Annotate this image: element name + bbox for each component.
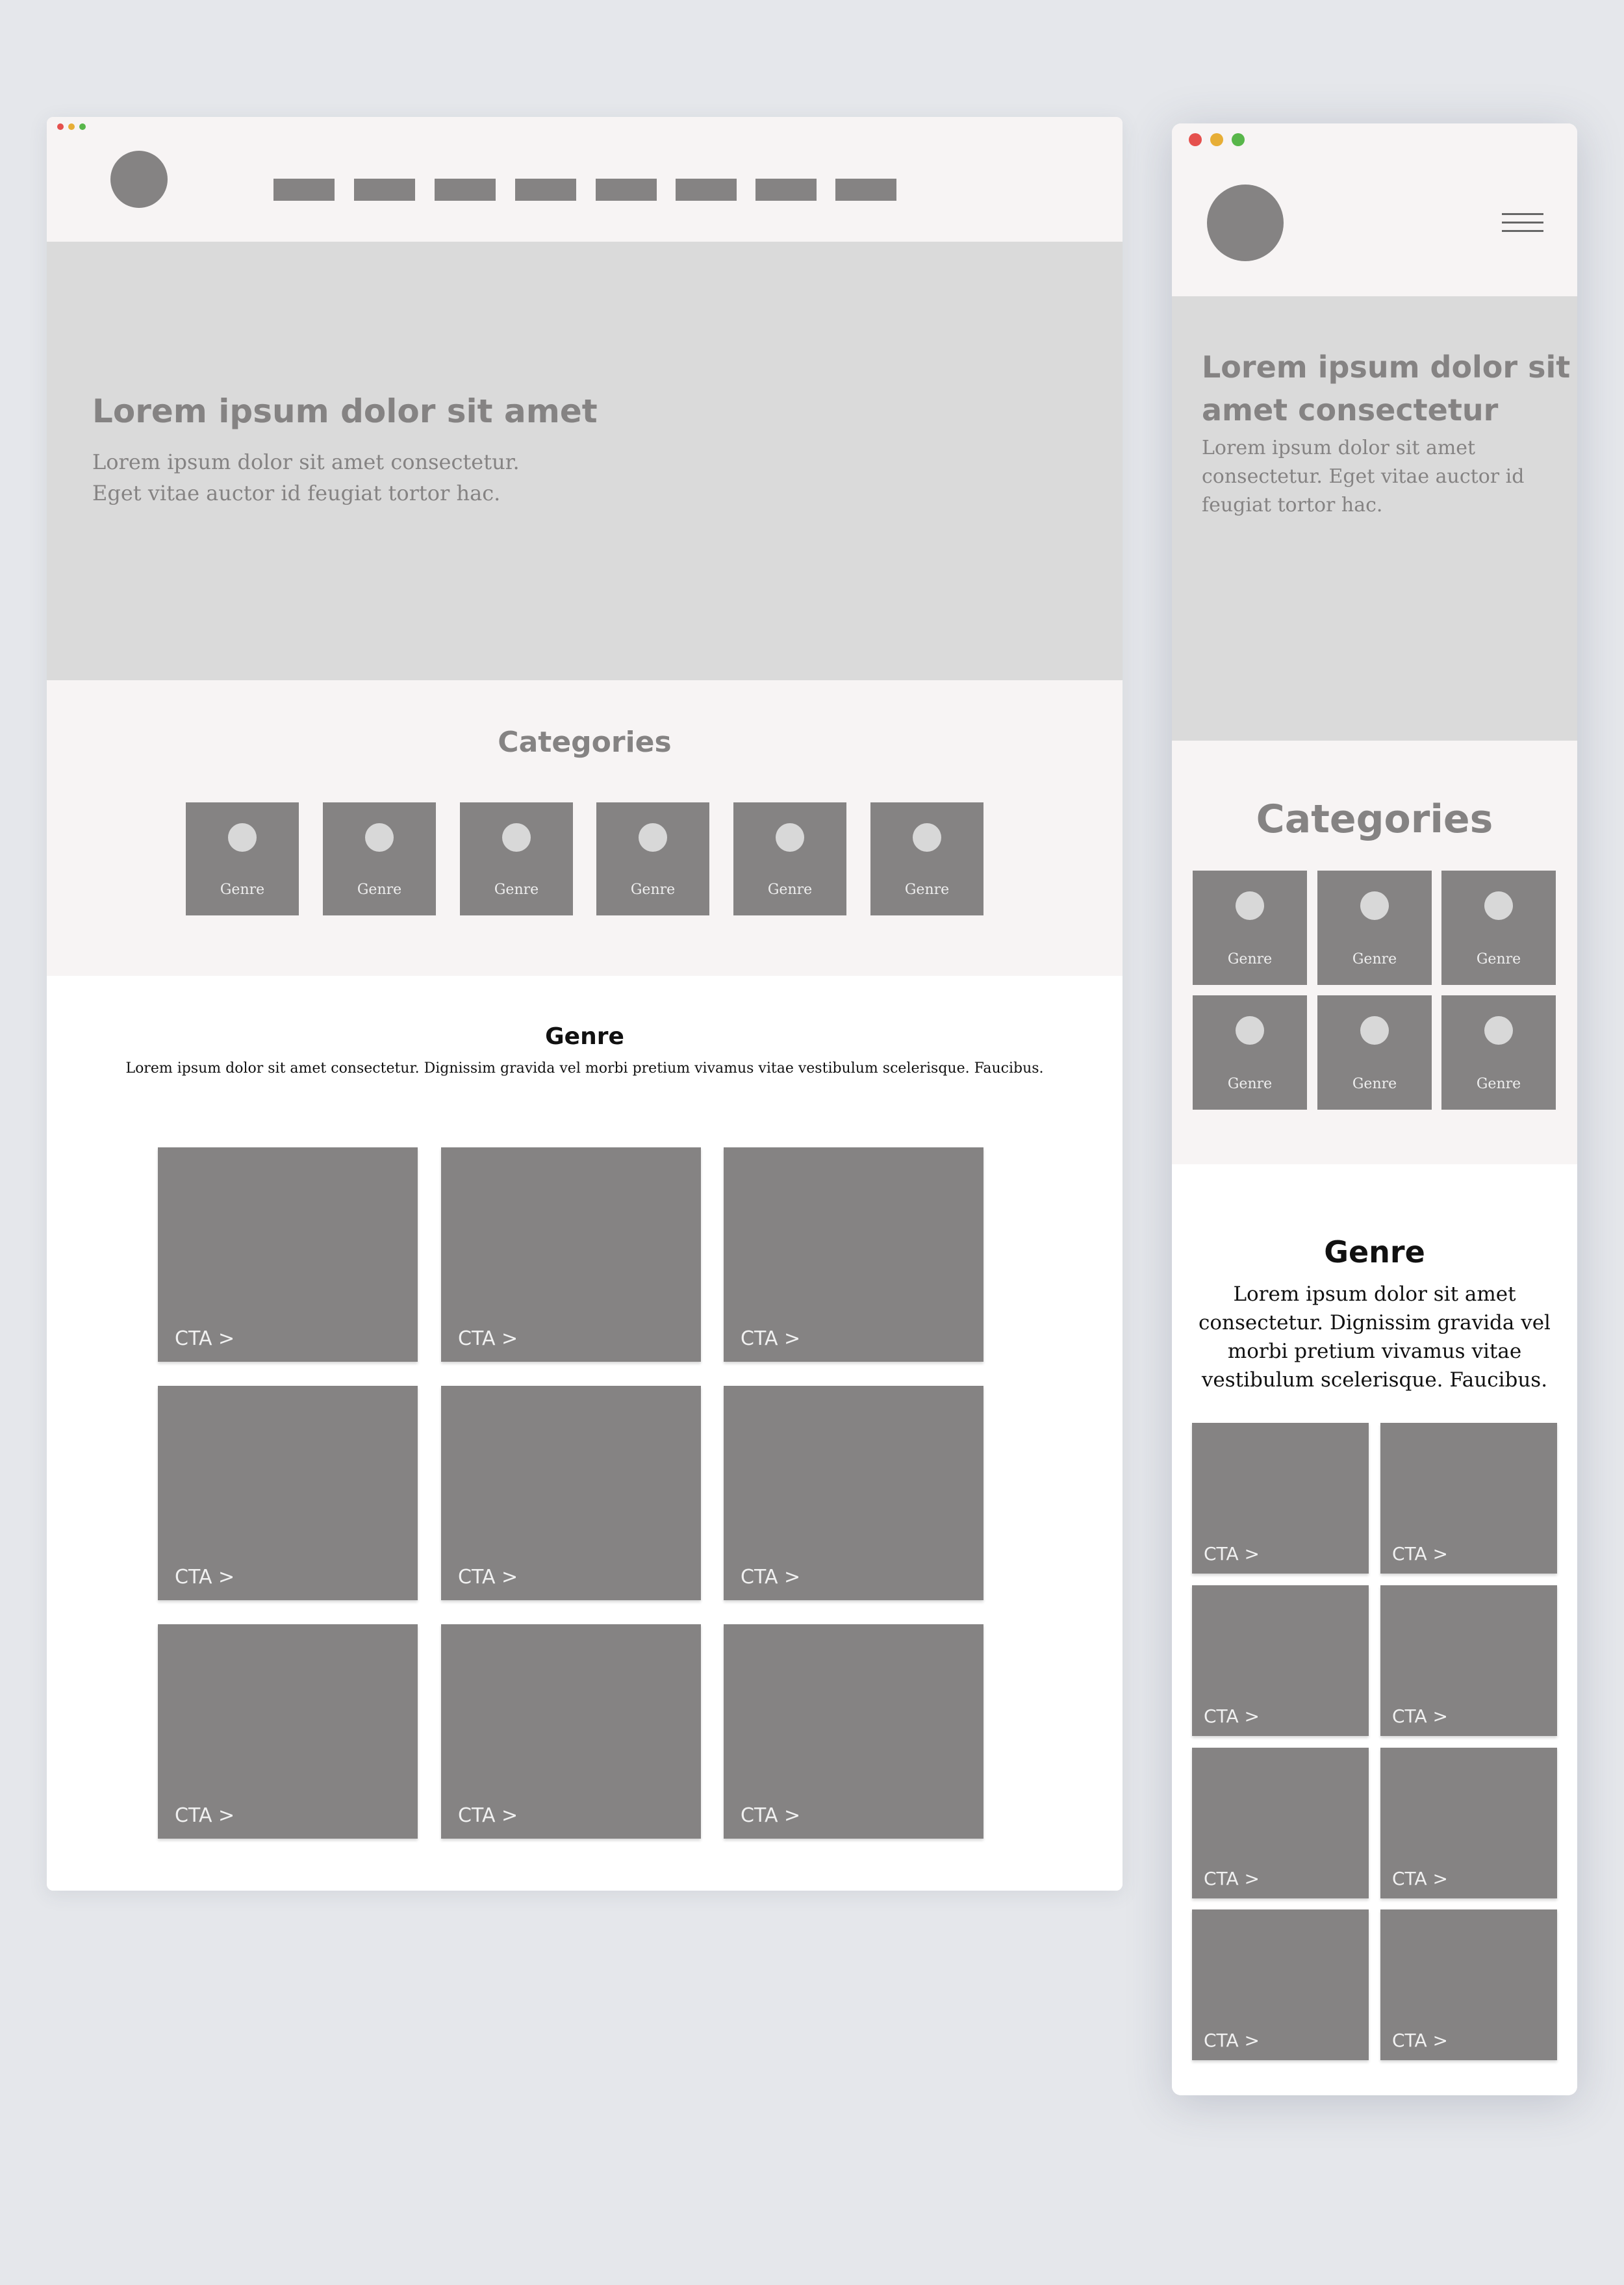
cta-label[interactable]: CTA > — [458, 1804, 518, 1827]
hero-text-line: feugiat tortor hac. — [1202, 494, 1383, 517]
cta-label[interactable]: CTA > — [741, 1804, 801, 1827]
window-close-icon[interactable] — [1189, 133, 1202, 146]
circle-genre-icon — [1484, 891, 1513, 920]
cta-card[interactable] — [724, 1147, 983, 1362]
logo-icon[interactable] — [1207, 185, 1284, 261]
genre-description: Lorem ipsum dolor sit amet consectetur. Dignissim gravida vel morbi pretium vivamus vitae vestibulum scelerisque. Faucibus. — [125, 1060, 1044, 1077]
cta-label[interactable]: CTA > — [1392, 1543, 1448, 1564]
cta-label[interactable]: CTA > — [175, 1566, 235, 1589]
nav-item-5[interactable] — [596, 179, 657, 201]
cta-card[interactable] — [1380, 1909, 1557, 2060]
hero-text-line: Eget vitae auctor id feugiat tortor hac. — [92, 481, 501, 505]
category-label: Genre — [767, 882, 813, 898]
nav-item-4[interactable] — [515, 179, 576, 201]
category-tile[interactable] — [1193, 995, 1307, 1110]
category-tile[interactable] — [460, 802, 573, 915]
category-tile[interactable] — [1193, 871, 1307, 985]
cta-card[interactable] — [1192, 1423, 1369, 1574]
category-tile[interactable] — [870, 802, 983, 915]
window-chrome — [47, 117, 1123, 131]
cta-label[interactable]: CTA > — [1392, 1868, 1448, 1889]
window-minimize-icon[interactable] — [1210, 133, 1223, 146]
circle-genre-icon — [639, 823, 667, 852]
genre-title: Genre — [1324, 1234, 1425, 1270]
category-label: Genre — [1227, 1076, 1273, 1092]
cta-card[interactable] — [1192, 1748, 1369, 1898]
cta-card[interactable] — [1192, 1585, 1369, 1736]
category-tile[interactable] — [733, 802, 846, 915]
cta-label[interactable]: CTA > — [1392, 2030, 1448, 2051]
cta-label[interactable]: CTA > — [175, 1327, 235, 1350]
site-header — [47, 131, 1123, 242]
category-label: Genre — [220, 882, 265, 898]
circle-genre-icon — [365, 823, 394, 852]
circle-genre-icon — [913, 823, 941, 852]
cta-card[interactable] — [441, 1386, 701, 1600]
category-tile[interactable] — [1317, 871, 1432, 985]
logo-icon[interactable] — [110, 151, 168, 208]
hero-text-line: Lorem ipsum dolor sit amet — [1202, 437, 1476, 459]
nav-item-3[interactable] — [435, 179, 496, 201]
nav-item-8[interactable] — [835, 179, 896, 201]
site-header — [1172, 148, 1577, 296]
hero-section — [1172, 296, 1577, 741]
cta-label[interactable]: CTA > — [1204, 1543, 1260, 1564]
categories-title: Categories — [498, 726, 672, 759]
hero-text-line: Lorem ipsum dolor sit amet consectetur. — [92, 450, 520, 474]
category-label: Genre — [1476, 1076, 1521, 1092]
nav-item-1[interactable] — [273, 179, 335, 201]
mobile-wireframe — [1172, 123, 1577, 2095]
hero-title: Lorem ipsum dolor sit amet — [92, 392, 598, 430]
category-tile[interactable] — [1441, 871, 1556, 985]
cta-card[interactable] — [1380, 1585, 1557, 1736]
desktop-wireframe — [47, 117, 1123, 1891]
genre-description-line: vestibulum scelerisque. Faucibus. — [1201, 1368, 1548, 1392]
nav-item-6[interactable] — [676, 179, 737, 201]
genre-description-line: Lorem ipsum dolor sit amet — [1233, 1283, 1516, 1306]
nav-item-2[interactable] — [354, 179, 415, 201]
circle-genre-icon — [502, 823, 531, 852]
category-tile[interactable] — [323, 802, 436, 915]
window-minimize-icon[interactable] — [68, 123, 75, 130]
circle-genre-icon — [1360, 1016, 1389, 1045]
window-zoom-icon[interactable] — [1232, 133, 1245, 146]
window-zoom-icon[interactable] — [79, 123, 86, 130]
window-chrome — [1172, 123, 1577, 148]
cta-label[interactable]: CTA > — [1204, 1705, 1260, 1727]
cta-card[interactable] — [1380, 1423, 1557, 1574]
cta-label[interactable]: CTA > — [175, 1804, 235, 1827]
cta-card[interactable] — [158, 1147, 418, 1362]
hero-title-line: Lorem ipsum dolor sit — [1202, 350, 1571, 385]
circle-genre-icon — [1360, 891, 1389, 920]
cta-card[interactable] — [1380, 1748, 1557, 1898]
cta-card[interactable] — [158, 1624, 418, 1839]
circle-genre-icon — [1236, 891, 1264, 920]
category-label: Genre — [1352, 1076, 1397, 1092]
cta-label[interactable]: CTA > — [1204, 2030, 1260, 2051]
category-tile[interactable] — [1441, 995, 1556, 1110]
hero-title-line: amet consectetur — [1202, 392, 1499, 428]
window-close-icon[interactable] — [57, 123, 64, 130]
cta-card[interactable] — [441, 1147, 701, 1362]
category-tile[interactable] — [596, 802, 709, 915]
hero-title — [1202, 346, 1570, 431]
genre-description — [1172, 1280, 1577, 1394]
cta-label[interactable]: CTA > — [741, 1327, 801, 1350]
category-label: Genre — [904, 882, 950, 898]
genre-title: Genre — [545, 1023, 624, 1050]
hero-text — [1202, 434, 1524, 520]
circle-genre-icon — [228, 823, 257, 852]
cta-label[interactable]: CTA > — [458, 1566, 518, 1589]
hamburger-menu-icon[interactable] — [1502, 213, 1543, 233]
hero-section — [47, 242, 1123, 680]
circle-genre-icon — [1484, 1016, 1513, 1045]
category-tile[interactable] — [186, 802, 299, 915]
hero-text — [92, 446, 520, 509]
circle-genre-icon — [776, 823, 804, 852]
category-label: Genre — [630, 882, 676, 898]
cta-label[interactable]: CTA > — [741, 1566, 801, 1589]
category-tile[interactable] — [1317, 995, 1432, 1110]
cta-card[interactable] — [158, 1386, 418, 1600]
genre-description-line: morbi pretium vivamus vitae — [1227, 1340, 1522, 1363]
cta-label[interactable]: CTA > — [458, 1327, 518, 1350]
category-label: Genre — [1227, 951, 1273, 967]
category-label: Genre — [494, 882, 539, 898]
category-label: Genre — [1352, 951, 1397, 967]
nav-item-7[interactable] — [755, 179, 817, 201]
cta-card[interactable] — [441, 1624, 701, 1839]
cta-card[interactable] — [724, 1624, 983, 1839]
categories-title: Categories — [1256, 797, 1493, 842]
circle-genre-icon — [1236, 1016, 1264, 1045]
category-label: Genre — [1476, 951, 1521, 967]
cta-card[interactable] — [724, 1386, 983, 1600]
cta-label[interactable]: CTA > — [1204, 1868, 1260, 1889]
cta-card[interactable] — [1192, 1909, 1369, 2060]
cta-label[interactable]: CTA > — [1392, 1705, 1448, 1727]
genre-description-line: consectetur. Dignissim gravida vel — [1199, 1311, 1551, 1334]
hero-text-line: consectetur. Eget vitae auctor id — [1202, 465, 1525, 488]
category-label: Genre — [357, 882, 402, 898]
